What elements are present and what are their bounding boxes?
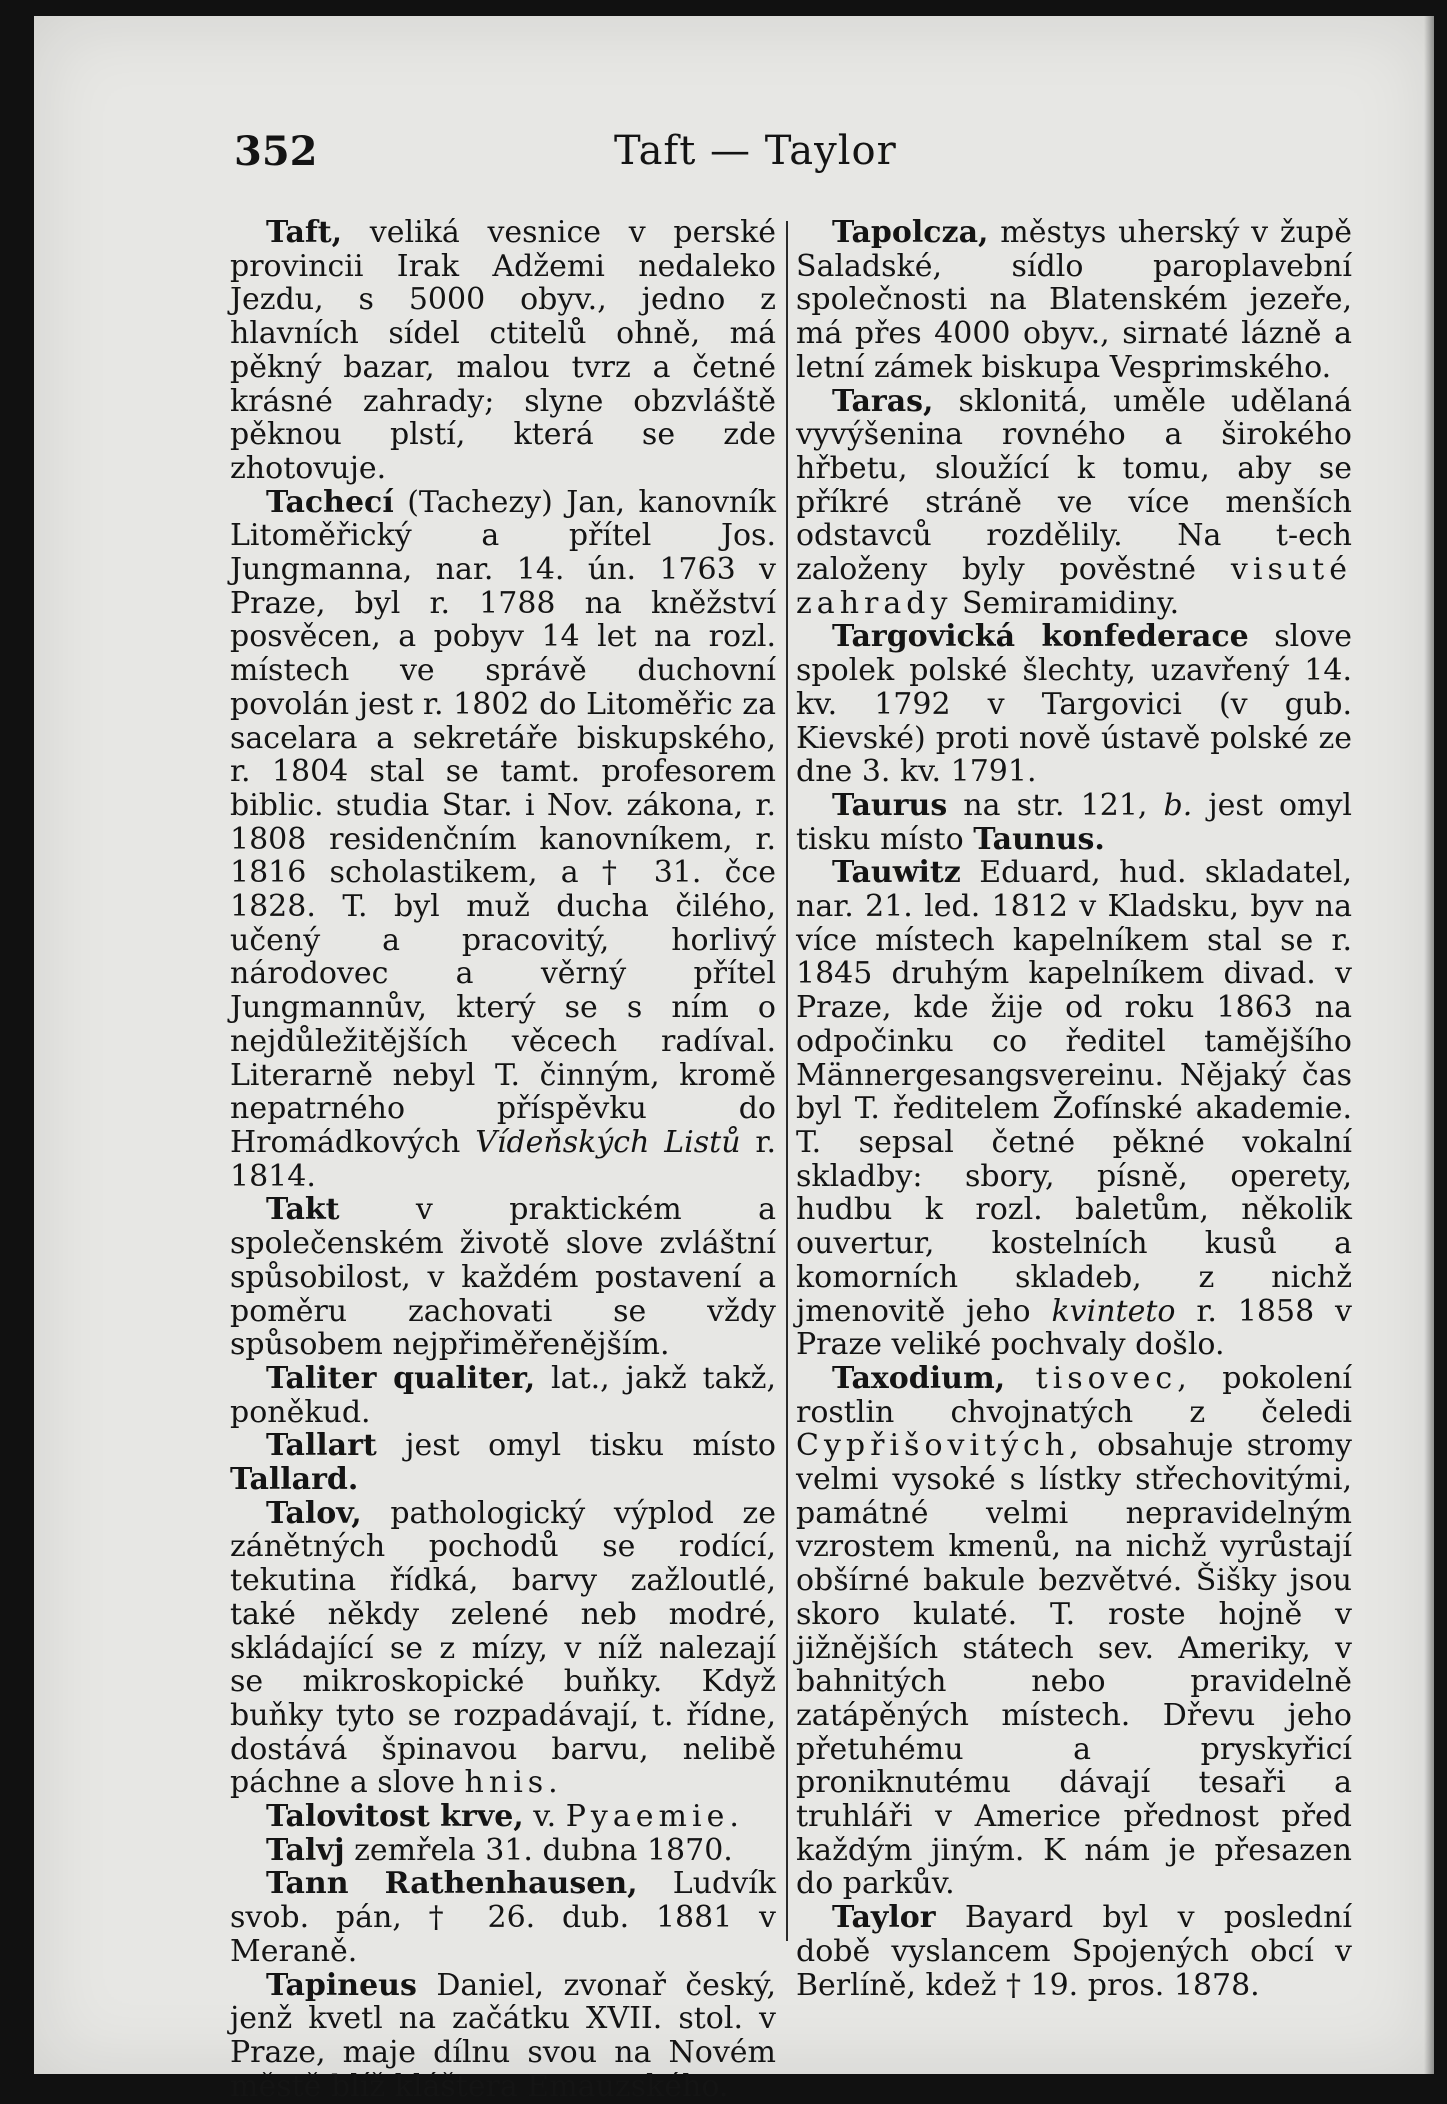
- entry-tail: obsahuje stromy velmi vysoké s lístky střechovitými, památné velmi nepravidelným vzrostem kmenů, na nichž vyrůstají obšírné bakule bezvětvé. Šišky jsou skoro kulaté. T. roste hojně v jižnějších státech sev. Ameriky, v bahnitých nebo pravidelně zatápěných místech. Dřevu jeho přetuhému a pryskyřicí proniknutému dávají tesaři a truhláři v Americe přednost před každým jiným. K nám je přesazen do parkův.: [796, 1428, 1352, 1902]
- headword: Tauwitz: [832, 855, 961, 891]
- entry-tail: pokolení rostlin chvojnatých z čeledi: [796, 1360, 1352, 1430]
- headword: Tapolcza,: [832, 215, 989, 250]
- entry-tail: jest omyl tisku místo: [796, 787, 1352, 857]
- entry-text: veliká vesnice v perské provincii Irak Adžemi nedaleko Jezdu, s 5000 obyv., jedno z hlavních sídel ctitelů ohně, má pěkný bazar, malou tvrz a četné krásné zahrady; slyne obzvláště pěknou plstí, která se zde zhotovuje.: [230, 215, 776, 486]
- left-column: [230, 216, 776, 2103]
- entry-text: Bayard byl v poslední době vyslancem Spojených obcí v Berlíně, kdež † 19. pros. 1878.: [796, 1900, 1352, 2003]
- entry-text: jest omyl tisku místo: [376, 1428, 776, 1464]
- entry-taliter-qualiter: [230, 1362, 776, 1429]
- entry-italic: Vídeňských Listů: [475, 1124, 741, 1160]
- entry-text: v.: [523, 1799, 566, 1835]
- entry-taft: [230, 216, 776, 486]
- spaced-term: visuté zahrady: [796, 552, 1352, 621]
- entry-tail: Semiramidiny.: [952, 585, 1180, 621]
- cross-reference: Tallard.: [230, 1462, 359, 1498]
- entry-tail: r. 1814.: [230, 1124, 776, 1194]
- entry-tapineus: [230, 1969, 776, 2104]
- entry-tacheci: [230, 486, 776, 1194]
- entry-talvj: [230, 1834, 776, 1868]
- entry-text: (Tachezy) Jan, kanovník Litoměřický a přítel Jos. Jungmanna, nar. 14. ún. 1763 v Praze, byl r. 1788 na kněžství posvěcen, a pobyv 14 let na rozl. místech ve správě duchovní povolán jest r. 1802 do Litoměřic za sacelara a sekretáře biskupského, r. 1804 stal se tamt. profesorem biblic. studia Star. i Nov. zákona, r. 1808 residenčním kanovníkem, r. 1816 scholastikem, a † 31. čce 1828. T. byl muž ducha čilého, učený a pracovitý, horlivý národovec a věrný přítel Jungmannův, který se s ním o nejdůležitějších věcech radíval. Literarně nebyl T. činným, kromě nepatrného příspěvku do Hromádkových: [230, 484, 776, 1160]
- headword: Taurus: [832, 787, 948, 823]
- entry-taylor: [796, 1901, 1352, 2002]
- entry-taras: [796, 385, 1352, 621]
- entry-tail: r. 1858 v Praze veliké pochvaly došlo.: [796, 1293, 1352, 1363]
- column-divider: [786, 221, 788, 1941]
- headword: Tallart: [266, 1428, 377, 1464]
- dictionary-page: [34, 16, 1434, 2104]
- headword: Talovitost krve,: [266, 1799, 524, 1835]
- spaced-term: Cypřišovitých,: [796, 1428, 1084, 1464]
- page-edge-shadow: [1424, 16, 1434, 2074]
- entry-taxodium: [796, 1362, 1352, 1901]
- headword: Taliter qualiter,: [266, 1360, 536, 1396]
- cross-reference: Taunus.: [973, 821, 1105, 857]
- entry-text: na str. 121,: [947, 787, 1164, 823]
- entry-text: lat., jakž takž, poněkud.: [230, 1360, 776, 1430]
- entry-italic: b.: [1163, 787, 1193, 823]
- running-head: Taft — Taylor: [614, 128, 897, 174]
- entry-tann-rathenhausen: [230, 1867, 776, 1968]
- spaced-term: Pyaemie.: [565, 1799, 744, 1835]
- page-header: [234, 128, 1314, 188]
- headword: Taylor: [832, 1900, 936, 1936]
- entry-taurus: [796, 789, 1352, 856]
- entry-talov: [230, 1497, 776, 1800]
- headword: Talov,: [266, 1495, 362, 1531]
- entry-tallart: [230, 1429, 776, 1496]
- entry-text: slove spolek polské šlechty, uzavřený 14. kv. 1792 v Targovici (v gub. Kievské) proti nově ústavě polské ze dne 3. kv. 1791.: [796, 619, 1352, 790]
- entry-text: Daniel, zvonař český, jenž kvetl na začátku XVII. stol. v Praze, maje dílnu svou na Novém městě blíž kláštera Emauzského.: [230, 1967, 776, 2104]
- headword: Taras,: [832, 383, 934, 419]
- entry-text: Ludvík svob. pán, † 26. dub. 1881 v Meraně.: [230, 1866, 776, 1969]
- entry-text: pathologický výplod ze zánětných pochodů se rodící, tekutina řídká, barvy zažloutlé, také někdy zelené neb modré, skládající se z mízy, v níž nalezají se mikroskopické buňky. Když buňky tyto se rozpadávají, t. řídne, dostává špinavou barvu, nelibě páchne a slove: [230, 1495, 776, 1801]
- entry-italic: kvinteto: [1051, 1293, 1176, 1329]
- headword: Taxodium,: [832, 1360, 1006, 1396]
- entry-tauwitz: [796, 856, 1352, 1362]
- entry-targovicka-konfederace: [796, 620, 1352, 789]
- entry-tapolcza: [796, 216, 1352, 385]
- headword: Tachecí: [266, 484, 394, 520]
- page-number: 352: [234, 128, 318, 175]
- headword: Tann Rathenhausen,: [266, 1866, 638, 1902]
- entry-text: městys uherský v župě Saladské, sídlo paroplavební společnosti na Blatenském jezeře, má přes 4000 obyv., sirnaté lázně a letní zámek biskupa Vesprimského.: [796, 215, 1352, 385]
- entry-text: Eduard, hud. skladatel, nar. 21. led. 1812 v Kladsku, byv na více místech kapelníkem stal se r. 1845 druhým kapelníkem divad. v Praze, kde žije od roku 1863 na odpočinku co ředitel tamějšího Männergesangsvereinu. Nějaký čas byl T. ředitelem Žofínské akademie. T. sepsal četné pěkné vokalní skladby: sbory, písně, operety, hudbu k rozl. baletům, několik ouvertur, kostelních kusů a komorních skladeb, z nichž jmenovitě jeho: [796, 855, 1352, 1329]
- entry-text: sklonitá, uměle udělaná vyvýšenina rovného a širokého hřbetu, sloužící k tomu, aby se příkré stráně ve více menších odstavců rozdělily. Na t-ech založeny byly pověstné: [796, 383, 1352, 588]
- spaced-term: hnis.: [464, 1765, 563, 1801]
- headword: Takt: [266, 1192, 340, 1228]
- headword: Talvj: [266, 1832, 345, 1868]
- entry-takt: [230, 1193, 776, 1362]
- headword: Targovická konfederace: [832, 619, 1249, 655]
- headword: Taft,: [266, 215, 343, 250]
- entry-talovitost-krve: [230, 1800, 776, 1834]
- entry-text: v praktickém a společenském životě slove zvláštní spůsobilost, v každém postavení a poměru zachovati se vždy spůsobem nejpřiměřenějším.: [230, 1192, 776, 1363]
- spaced-term: tisovec,: [1035, 1360, 1192, 1396]
- headword: Tapineus: [266, 1967, 417, 2003]
- entry-text: [1005, 1361, 1035, 1396]
- entry-text: zemřela 31. dubna 1870.: [344, 1832, 733, 1868]
- right-column: [796, 216, 1352, 2002]
